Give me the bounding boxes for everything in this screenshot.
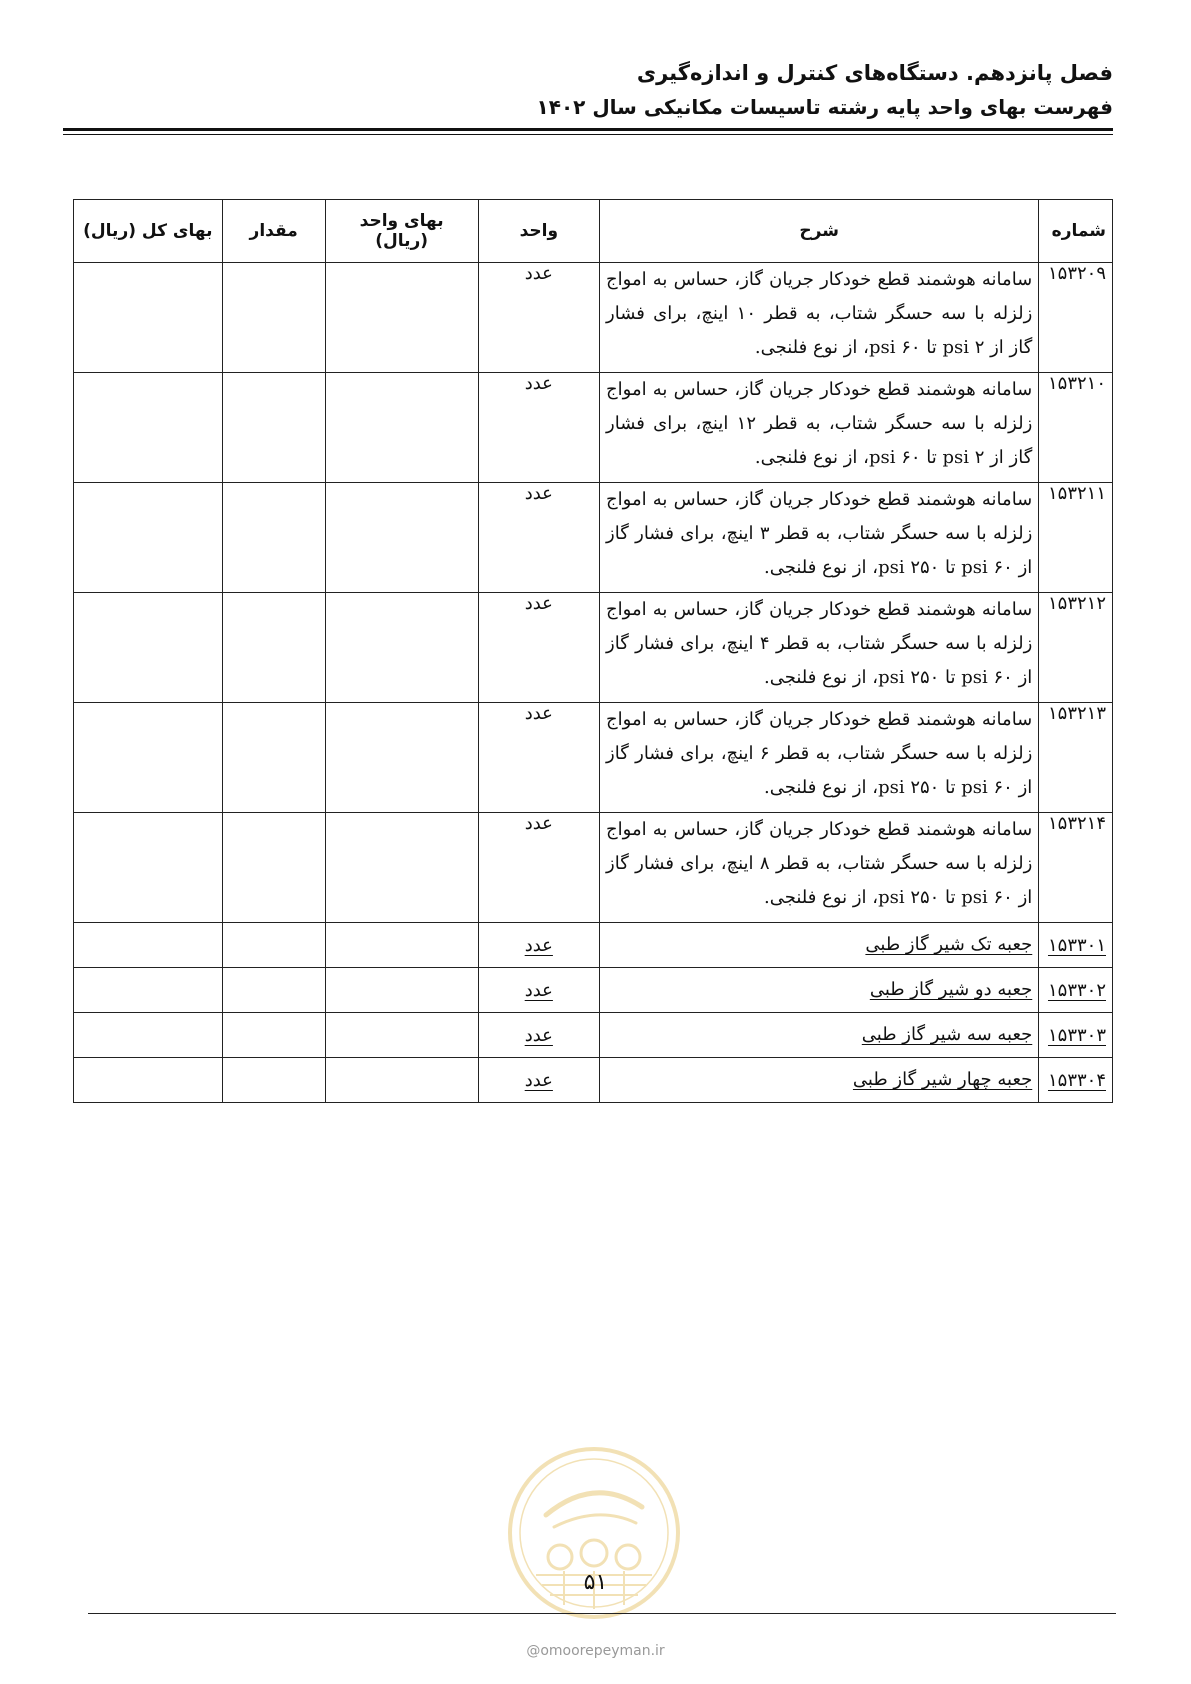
- footer-rule: [88, 1613, 1116, 1614]
- item-code: ۱۵۳۲۰۹: [1039, 263, 1113, 373]
- total-price-cell: [74, 483, 223, 593]
- item-code: ۱۵۳۲۱۱: [1039, 483, 1113, 593]
- quantity-cell: [222, 593, 325, 703]
- unit-price-cell: [325, 593, 478, 703]
- item-code: ۱۵۳۳۰۳: [1039, 1013, 1113, 1058]
- table-row: [74, 923, 1113, 968]
- quantity-cell: [222, 1058, 325, 1103]
- total-price-cell: [74, 813, 223, 923]
- item-description: سامانه هوشمند قطع خودکار جریان گاز، حساس به امواج زلزله با سه حسگر شتاب، به قطر ۶ اینچ، برای فشار گاز از psi ۶۰ تا psi ۲۵۰، از نوع فلنجی.: [600, 703, 1039, 813]
- item-unit: عدد: [478, 968, 599, 1013]
- unit-price-cell: [325, 1013, 478, 1058]
- column-header-total-price: بهای کل (ریال): [74, 200, 223, 263]
- total-price-cell: [74, 703, 223, 813]
- unit-price-cell: [325, 1058, 478, 1103]
- item-unit: عدد: [478, 373, 599, 483]
- item-unit: عدد: [478, 593, 599, 703]
- unit-price-cell: [325, 923, 478, 968]
- total-price-cell: [74, 263, 223, 373]
- total-price-cell: [74, 968, 223, 1013]
- quantity-cell: [222, 483, 325, 593]
- item-description: سامانه هوشمند قطع خودکار جریان گاز، حساس به امواج زلزله با سه حسگر شتاب، به قطر ۱۲ اینچ، برای فشار گاز از psi ۲ تا psi ۶۰، از نوع فلنجی.: [600, 373, 1039, 483]
- item-description: جعبه دو شیر گاز طبی: [600, 968, 1039, 1013]
- column-header-number: شماره: [1039, 200, 1113, 263]
- unit-price-cell: [325, 263, 478, 373]
- header-rule-thin: [63, 134, 1113, 135]
- column-header-quantity: مقدار: [222, 200, 325, 263]
- column-header-unit: واحد: [478, 200, 599, 263]
- total-price-cell: [74, 593, 223, 703]
- unit-price-cell: [325, 373, 478, 483]
- item-unit: عدد: [478, 1013, 599, 1058]
- item-description: جعبه چهار شیر گاز طبی: [600, 1058, 1039, 1103]
- item-description: سامانه هوشمند قطع خودکار جریان گاز، حساس به امواج زلزله با سه حسگر شتاب، به قطر ۳ اینچ، برای فشار گاز از psi ۶۰ تا psi ۲۵۰، از نوع فلنجی.: [600, 483, 1039, 593]
- quantity-cell: [222, 813, 325, 923]
- page-number: ۵۱: [583, 1570, 608, 1595]
- table-row: [74, 593, 1113, 703]
- quantity-cell: [222, 968, 325, 1013]
- quantity-cell: [222, 1013, 325, 1058]
- item-unit: عدد: [478, 923, 599, 968]
- quantity-cell: [222, 923, 325, 968]
- table-row: [74, 263, 1113, 373]
- item-description: سامانه هوشمند قطع خودکار جریان گاز، حساس به امواج زلزله با سه حسگر شتاب، به قطر ۸ اینچ، برای فشار گاز از psi ۶۰ تا psi ۲۵۰، از نوع فلنجی.: [600, 813, 1039, 923]
- item-unit: عدد: [478, 813, 599, 923]
- table-row: [74, 1013, 1113, 1058]
- item-unit: عدد: [478, 703, 599, 813]
- total-price-cell: [74, 373, 223, 483]
- item-unit: عدد: [478, 263, 599, 373]
- quantity-cell: [222, 373, 325, 483]
- total-price-cell: [74, 923, 223, 968]
- item-description: جعبه سه شیر گاز طبی: [600, 1013, 1039, 1058]
- unit-price-cell: [325, 483, 478, 593]
- price-table: [73, 199, 1113, 1103]
- table-header-row: [74, 200, 1113, 263]
- table-row: [74, 373, 1113, 483]
- table-row: [74, 1058, 1113, 1103]
- item-code: ۱۵۳۳۰۴: [1039, 1058, 1113, 1103]
- quantity-cell: [222, 703, 325, 813]
- unit-price-cell: [325, 968, 478, 1013]
- table-row: [74, 813, 1113, 923]
- page-header: [63, 58, 1113, 122]
- item-code: ۱۵۳۲۱۳: [1039, 703, 1113, 813]
- table-row: [74, 483, 1113, 593]
- item-description: سامانه هوشمند قطع خودکار جریان گاز، حساس به امواج زلزله با سه حسگر شتاب، به قطر ۴ اینچ، برای فشار گاز از psi ۶۰ تا psi ۲۵۰، از نوع فلنجی.: [600, 593, 1039, 703]
- item-description: سامانه هوشمند قطع خودکار جریان گاز، حساس به امواج زلزله با سه حسگر شتاب، به قطر ۱۰ اینچ، برای فشار گاز از psi ۲ تا psi ۶۰، از نوع فلنجی.: [600, 263, 1039, 373]
- item-code: ۱۵۳۲۱۲: [1039, 593, 1113, 703]
- table-row: [74, 968, 1113, 1013]
- item-code: ۱۵۳۲۱۰: [1039, 373, 1113, 483]
- item-unit: عدد: [478, 1058, 599, 1103]
- column-header-description: شرح: [600, 200, 1039, 263]
- document-subtitle: فهرست بهای واحد پایه رشته تاسیسات مکانیکی سال ۱۴۰۲: [536, 95, 1113, 119]
- item-description: جعبه تک شیر گاز طبی: [600, 923, 1039, 968]
- quantity-cell: [222, 263, 325, 373]
- website-watermark: @omoorepeyman.ir: [526, 1643, 665, 1659]
- item-unit: عدد: [478, 483, 599, 593]
- table-row: [74, 703, 1113, 813]
- chapter-title: فصل پانزدهم. دستگاه‌های کنترل و اندازه‌گیری: [636, 61, 1113, 85]
- total-price-cell: [74, 1013, 223, 1058]
- item-code: ۱۵۳۳۰۱: [1039, 923, 1113, 968]
- header-rule-thick: [63, 128, 1113, 131]
- item-code: ۱۵۳۳۰۲: [1039, 968, 1113, 1013]
- unit-price-cell: [325, 703, 478, 813]
- unit-price-cell: [325, 813, 478, 923]
- column-header-unit-price: بهای واحد (ریال): [325, 200, 478, 263]
- item-code: ۱۵۳۲۱۴: [1039, 813, 1113, 923]
- total-price-cell: [74, 1058, 223, 1103]
